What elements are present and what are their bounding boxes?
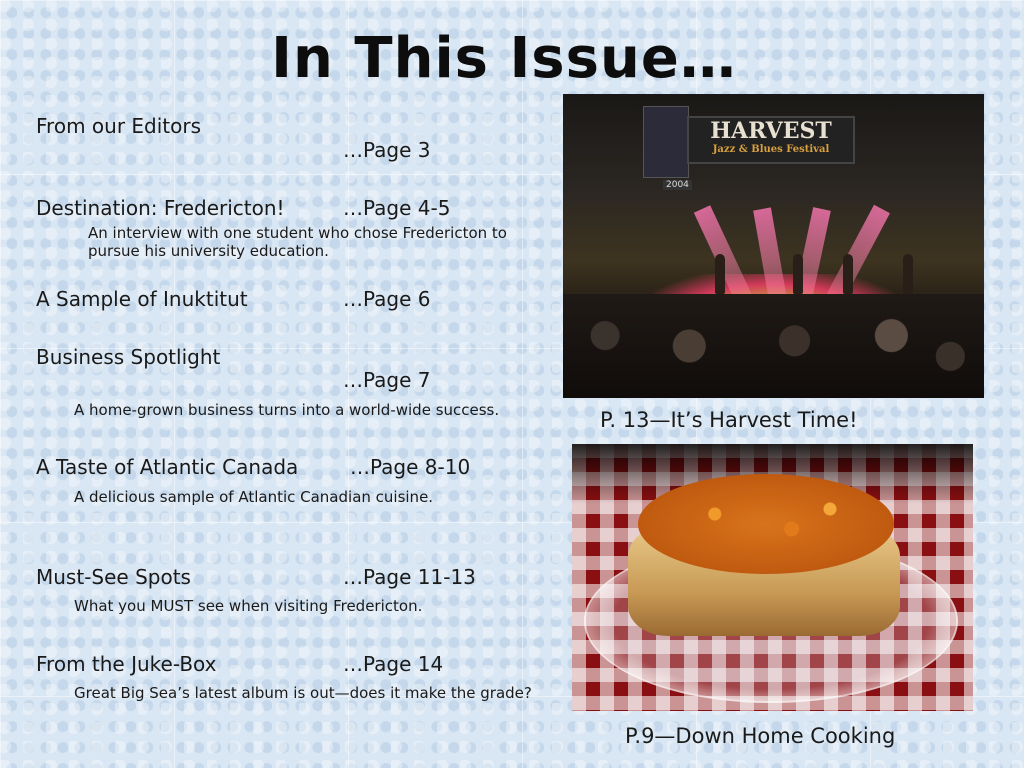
entry-title-inuktitut[interactable]: A Sample of Inuktitut	[36, 287, 248, 311]
entry-page-editors: …Page 3	[343, 138, 431, 162]
entry-desc-atlantic: A delicious sample of Atlantic Canadian cuisine.	[74, 488, 434, 506]
entry-desc-business: A home-grown business turns into a world-wide success.	[74, 401, 500, 419]
festival-banner	[687, 116, 855, 164]
entry-page-must-see: …Page 11-13	[343, 565, 476, 589]
entry-page-business: …Page 7	[343, 368, 431, 392]
page-title: In This Issue…	[271, 26, 737, 91]
cake-caption: P.9—Down Home Cooking	[625, 724, 896, 748]
year-sign: 2004	[663, 180, 692, 190]
entry-desc-must-see: What you MUST see when visiting Fredericton.	[74, 597, 423, 615]
entry-page-destination: …Page 4-5	[343, 196, 451, 220]
harvest-festival-photo	[563, 94, 984, 398]
entry-title-jukebox[interactable]: From the Juke-Box	[36, 652, 217, 676]
entry-page-atlantic: …Page 8-10	[350, 455, 471, 479]
cheesecake-photo	[572, 444, 973, 711]
entry-title-business[interactable]: Business Spotlight	[36, 345, 221, 369]
performer	[793, 254, 803, 294]
entry-page-inuktitut: …Page 6	[343, 287, 431, 311]
festival-poster	[643, 106, 689, 178]
entry-desc-text: An interview with one student who chose Fredericton to pursue his university education.	[88, 224, 507, 260]
entry-title-destination[interactable]: Destination: Fredericton!	[36, 196, 285, 220]
banner-subtitle: Jazz & Blues Festival	[712, 144, 830, 155]
harvest-caption: P. 13—It’s Harvest Time!	[600, 408, 858, 432]
banner-text: HARVEST	[710, 118, 832, 144]
entry-title-must-see[interactable]: Must-See Spots	[36, 565, 191, 589]
entry-page-jukebox: …Page 14	[343, 652, 444, 676]
performer	[843, 254, 853, 294]
entry-title-editors[interactable]: From our Editors	[36, 114, 202, 138]
performer	[715, 254, 725, 294]
entry-title-atlantic[interactable]: A Taste of Atlantic Canada	[36, 455, 299, 479]
entry-desc-destination	[88, 224, 528, 260]
entry-desc-jukebox: Great Big Sea’s latest album is out—does it make the grade?	[74, 684, 532, 702]
crowd	[563, 294, 984, 398]
cheesecake-topping	[638, 474, 894, 574]
performer	[903, 254, 913, 294]
